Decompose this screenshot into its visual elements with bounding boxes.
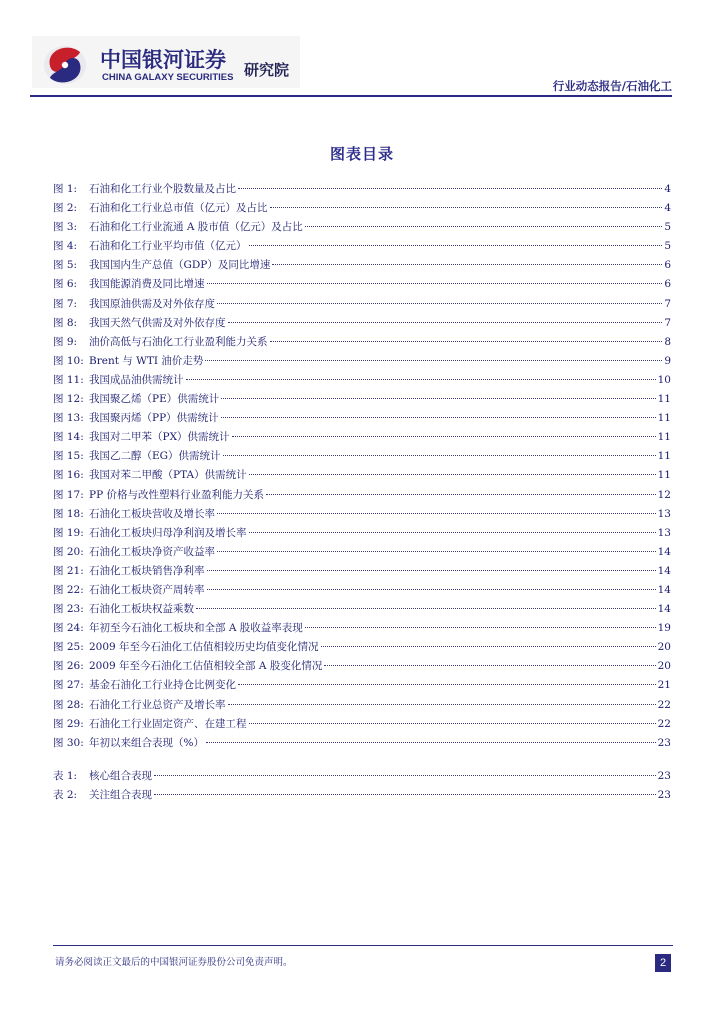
logo-english-name: CHINA GALAXY SECURITIES	[102, 72, 234, 83]
toc-figure-entry[interactable]	[53, 620, 671, 639]
entry-label: 图 30:	[53, 736, 84, 749]
header-divider	[30, 95, 672, 97]
entry-page: 21	[657, 679, 671, 692]
toc-figure-entry[interactable]	[53, 372, 671, 391]
dot-leader	[272, 264, 662, 265]
entry-label: 图 20:	[53, 545, 84, 558]
entry-page: 11	[657, 412, 671, 425]
entry-page: 14	[657, 564, 671, 577]
entry-label: 图 22:	[53, 583, 84, 596]
entry-title: 石油化工板块权益乘数	[89, 603, 194, 616]
entry-page: 23	[657, 736, 671, 749]
entry-title: 我国国内生产总值（GDP）及同比增速	[89, 259, 271, 272]
toc-figure-entry[interactable]	[53, 506, 671, 525]
entry-title: 核心组合表现	[89, 769, 152, 782]
toc-figure-entry[interactable]	[53, 315, 671, 334]
entry-title: 石油化工板块净资产收益率	[89, 545, 215, 558]
entry-page: 5	[664, 221, 671, 234]
entry-title: PP 价格与改性塑料行业盈利能力关系	[89, 488, 264, 501]
entry-page: 7	[664, 316, 671, 329]
entry-page: 12	[657, 488, 671, 501]
dot-leader	[217, 303, 662, 304]
toc-figure-entry[interactable]	[53, 544, 671, 563]
entry-page: 20	[657, 660, 671, 673]
entry-label: 图 16:	[53, 469, 84, 482]
entry-label: 图 18:	[53, 507, 84, 520]
dot-leader	[249, 723, 656, 724]
entry-page: 4	[664, 183, 671, 195]
entry-title: 石油化工板块营收及增长率	[89, 507, 215, 520]
dot-leader	[321, 646, 656, 647]
entry-label: 图 26:	[53, 660, 84, 673]
toc-figure-entry[interactable]	[53, 410, 671, 429]
entry-page: 23	[657, 769, 671, 782]
entry-title: 年初以来组合表现（%）	[89, 736, 204, 749]
entry-page: 13	[657, 507, 671, 520]
entry-title: 2009 年至今石油化工估值相较历史均值变化情况	[89, 641, 319, 654]
entry-label: 图 28:	[53, 698, 84, 711]
entry-label: 图 1:	[53, 183, 78, 195]
dot-leader	[154, 775, 656, 776]
figure-list	[53, 181, 671, 754]
toc-figure-entry[interactable]	[53, 716, 671, 735]
entry-page: 11	[657, 450, 671, 463]
galaxy-swirl-icon	[42, 44, 88, 86]
dot-leader	[207, 570, 656, 571]
dot-leader	[217, 551, 656, 552]
entry-title: 我国原油供需及对外依存度	[89, 297, 215, 310]
dot-leader	[270, 207, 663, 208]
dot-leader	[154, 794, 656, 795]
toc-figure-entry[interactable]	[53, 601, 671, 620]
toc-figure-entry[interactable]	[53, 658, 671, 677]
toc-figure-entry[interactable]	[53, 200, 671, 219]
entry-label: 图 19:	[53, 526, 84, 539]
page-number: 2	[655, 954, 671, 972]
dot-leader	[249, 245, 663, 246]
entry-page: 19	[657, 622, 671, 635]
entry-label: 图 3:	[53, 221, 78, 234]
entry-title: 我国聚乙烯（PE）供需统计	[89, 393, 220, 406]
toc-figure-entry[interactable]	[53, 238, 671, 257]
toc-figure-entry[interactable]	[53, 257, 671, 276]
dot-leader	[217, 513, 656, 514]
report-category: 行业动态报告/石油化工	[552, 79, 672, 93]
entry-label: 图 9:	[53, 335, 78, 348]
entry-label: 图 14:	[53, 431, 84, 444]
entry-title: 石油和化工行业总市值（亿元）及占比	[89, 202, 268, 215]
dot-leader	[249, 474, 656, 475]
entry-page: 6	[664, 259, 671, 272]
entry-page: 6	[664, 278, 671, 291]
toc-figure-entry[interactable]	[53, 525, 671, 544]
dot-leader	[186, 379, 656, 380]
entry-title: Brent 与 WTI 油价走势	[89, 354, 204, 367]
entry-page: 13	[657, 526, 671, 539]
entry-label: 图 21:	[53, 564, 84, 577]
entry-title: 石油和化工行业平均市值（亿元）	[89, 240, 247, 253]
logo-chinese-name: 中国银河证券	[100, 48, 226, 72]
dot-leader	[228, 704, 656, 705]
entry-page: 11	[657, 431, 671, 444]
entry-title: 石油化工板块销售净利率	[89, 564, 205, 577]
entry-page: 9	[664, 354, 671, 367]
entry-label: 图 6:	[53, 278, 78, 291]
toc-figure-entry[interactable]	[53, 219, 671, 238]
dot-leader	[196, 608, 656, 609]
dot-leader	[232, 436, 656, 437]
dot-leader	[266, 494, 656, 495]
entry-label: 图 13:	[53, 412, 84, 425]
entry-label: 图 2:	[53, 202, 78, 215]
dot-leader	[228, 322, 663, 323]
toc-figure-entry[interactable]	[53, 467, 671, 486]
toc-figure-entry[interactable]	[53, 276, 671, 295]
toc-figure-entry[interactable]	[53, 697, 671, 716]
entry-label: 图 25:	[53, 641, 84, 654]
entry-label: 表 2:	[53, 788, 78, 801]
brand-logo	[32, 36, 300, 88]
toc-figure-entry[interactable]	[53, 353, 671, 372]
dot-leader	[221, 417, 656, 418]
dot-leader	[305, 627, 656, 628]
footer-divider	[53, 945, 673, 946]
toc-figure-entry[interactable]	[53, 296, 671, 315]
dot-leader	[270, 341, 663, 342]
dot-leader	[305, 226, 663, 227]
institute-label: 研究院	[244, 61, 290, 79]
entry-title: 我国对二甲苯（PX）供需统计	[89, 431, 230, 444]
toc-figure-entry[interactable]	[53, 448, 671, 467]
entry-page: 5	[664, 240, 671, 253]
entry-page: 11	[657, 393, 671, 406]
toc-table-entry[interactable]	[53, 768, 671, 787]
entry-page: 23	[657, 788, 671, 801]
entry-title: 石油化工行业总资产及增长率	[89, 698, 226, 711]
entry-title: 我国能源消费及同比增速	[89, 278, 205, 291]
page-header	[30, 32, 672, 94]
table-list	[53, 768, 671, 806]
entry-page: 11	[657, 469, 671, 482]
toc-figure-entry[interactable]	[53, 487, 671, 506]
entry-label: 图 12:	[53, 393, 84, 406]
entry-label: 图 4:	[53, 240, 78, 253]
entry-page: 8	[664, 335, 671, 348]
entry-title: 石油化工板块归母净利润及增长率	[89, 526, 247, 539]
entry-page: 10	[657, 373, 671, 386]
entry-label: 图 8:	[53, 316, 78, 329]
toc-figure-entry[interactable]	[53, 582, 671, 601]
entry-label: 图 10:	[53, 354, 84, 367]
dot-leader	[324, 665, 655, 666]
toc-table-entry[interactable]	[53, 787, 671, 806]
section-gap	[53, 754, 671, 768]
dot-leader	[206, 742, 656, 743]
dot-leader	[221, 398, 655, 399]
entry-title: 我国对苯二甲酸（PTA）供需统计	[89, 469, 247, 482]
toc-figure-entry[interactable]	[53, 334, 671, 353]
entry-label: 图 5:	[53, 259, 78, 272]
entry-title: 石油和化工行业流通 A 股市值（亿元）及占比	[89, 221, 303, 234]
entry-page: 14	[657, 545, 671, 558]
entry-title: 油价高低与石油化工行业盈利能力关系	[89, 335, 268, 348]
entry-label: 图 7:	[53, 297, 78, 310]
dot-leader	[207, 283, 663, 284]
entry-label: 图 23:	[53, 603, 84, 616]
entry-title: 石油化工板块资产周转率	[89, 583, 205, 596]
entry-page: 4	[664, 202, 671, 215]
entry-label: 图 27:	[53, 679, 84, 692]
entry-label: 图 17:	[53, 488, 84, 501]
entry-title: 年初至今石油化工板块和全部 A 股收益率表现	[89, 622, 303, 635]
page-title: 图表目录	[329, 145, 394, 163]
figure-table-of-contents	[53, 181, 671, 806]
entry-label: 图 24:	[53, 622, 84, 635]
dot-leader	[238, 188, 662, 189]
dot-leader	[207, 589, 656, 590]
entry-label: 图 15:	[53, 450, 84, 463]
entry-title: 关注组合表现	[89, 788, 152, 801]
entry-title: 我国聚丙烯（PP）供需统计	[89, 412, 219, 425]
toc-figure-entry[interactable]	[53, 563, 671, 582]
entry-title: 石油和化工行业个股数量及占比	[89, 183, 236, 195]
toc-figure-entry[interactable]	[53, 429, 671, 448]
entry-title: 2009 年至今石油化工估值相较全部 A 股变化情况	[89, 660, 323, 673]
entry-title: 基金石油化工行业持仓比例变化	[89, 679, 236, 692]
entry-page: 14	[657, 603, 671, 616]
dot-leader	[249, 532, 656, 533]
entry-title: 石油化工行业固定资产、在建工程	[89, 717, 247, 730]
disclaimer-text: 请务必阅读正文最后的中国银河证券股份公司免责声明。	[55, 957, 293, 968]
entry-page: 22	[657, 698, 671, 711]
toc-figure-entry[interactable]	[53, 639, 671, 658]
entry-page: 20	[657, 641, 671, 654]
entry-label: 图 11:	[53, 373, 84, 386]
entry-label: 表 1:	[53, 769, 78, 782]
toc-figure-entry[interactable]	[53, 677, 671, 696]
dot-leader	[223, 455, 656, 456]
entry-title: 我国乙二醇（EG）供需统计	[89, 450, 221, 463]
entry-title: 我国天然气供需及对外依存度	[89, 316, 226, 329]
dot-leader	[205, 360, 662, 361]
entry-page: 14	[657, 583, 671, 596]
entry-page: 7	[664, 297, 671, 310]
toc-figure-entry[interactable]	[53, 735, 671, 754]
entry-label: 图 29:	[53, 717, 84, 730]
dot-leader	[238, 684, 656, 685]
toc-figure-entry[interactable]	[53, 181, 671, 200]
entry-page: 22	[657, 717, 671, 730]
entry-title: 我国成品油供需统计	[89, 373, 184, 386]
toc-figure-entry[interactable]	[53, 391, 671, 410]
